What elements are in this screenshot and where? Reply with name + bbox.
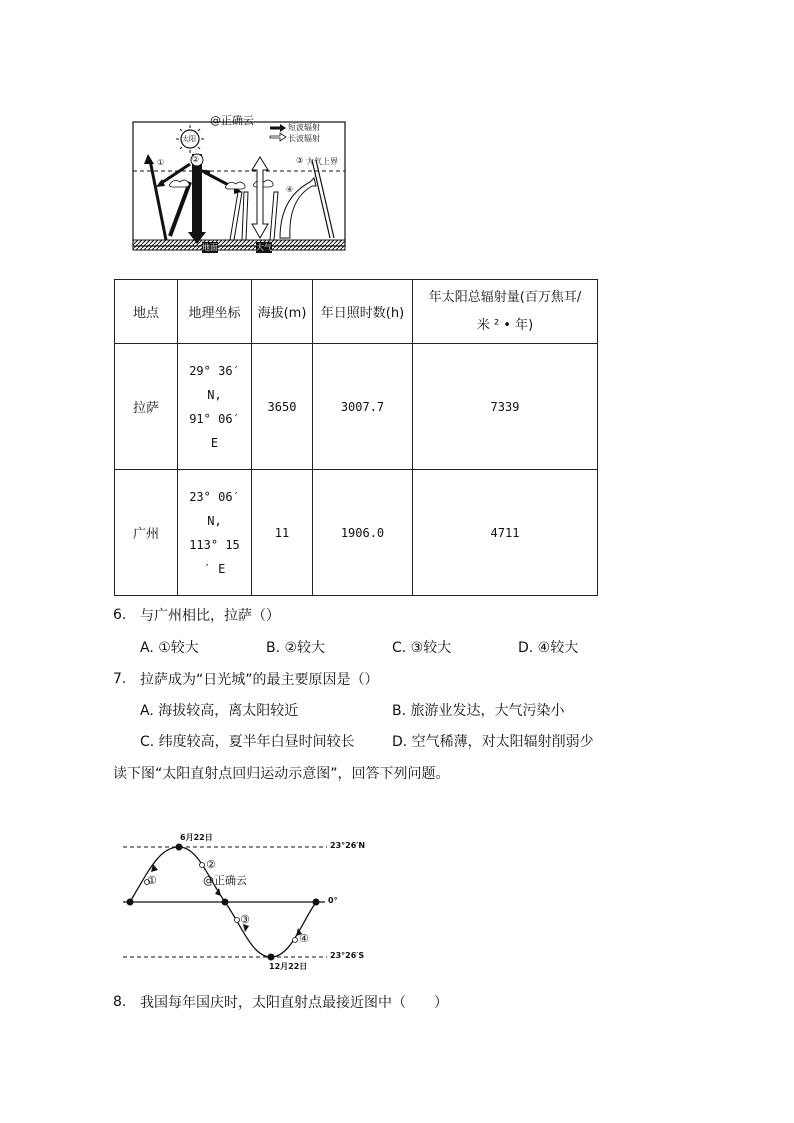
header-radiation-line2: 米 ² • 年) [476,317,534,333]
table-header-row [115,280,598,344]
header-radiation-line1: 年太阳总辐射量(百万焦耳/ [428,289,582,305]
q7-number: 7. [113,671,127,687]
marker-1: ① [147,874,157,887]
coord-line: E [210,435,219,450]
table-row [115,470,598,596]
upper-atmosphere-label: 大气上界 [306,157,338,166]
row-altitude: 11 [252,470,313,596]
figure-intro: 读下图“太阳直射点回归运动示意图”，回答下列问题。 [113,766,450,782]
coord-line: 113° 15 [189,537,240,552]
label-tropic-north: 23°26′N [330,841,366,850]
marker-4: ④ [286,185,294,194]
coord-line: 23° 06′ [189,489,240,504]
marker-2: ② [192,155,200,164]
row-sunshine: 1906.0 [313,470,413,596]
q7-option-a[interactable]: A. 海拔较高，离太阳较近 [140,703,299,719]
row-place: 广州 [115,470,178,596]
q7-option-b[interactable]: B. 旅游业发达，大气污染小 [392,703,565,719]
point-september [222,899,229,906]
row-radiation: 4711 [413,470,598,596]
point-june [176,844,183,851]
q6-text: 与广州相比，拉萨（） [140,608,280,624]
marker-2: ② [206,858,216,871]
marker-4: ④ [299,932,309,945]
q8-number: 8. [113,994,127,1010]
sun-label: 太阳 [182,135,196,143]
q8-text: 我国每年国庆时，太阳直射点最接近图中（ ） [140,995,448,1011]
ground-hatch [133,240,345,250]
header-coord: 地理坐标 [178,280,252,344]
row-coord [178,470,252,596]
migration-diagram [115,828,375,973]
row-sunshine: 3007.7 [313,344,413,470]
q6-option-b[interactable]: B. ②较大 [266,640,326,656]
coord-line: ′ E [203,561,226,576]
q7-text: 拉萨成为“日光城”的最主要原因是（） [140,672,379,688]
q6-number: 6. [113,607,127,623]
header-radiation [413,280,598,344]
table-row [115,344,598,470]
coord-line: 91° 06′ [189,411,240,426]
legend-long-wave: 长波辐射 [288,134,320,143]
label-june: 6月22日 [180,833,213,842]
label-december: 12月22日 [269,962,308,971]
marker-3: ③ [296,156,304,165]
data-table [114,279,598,596]
marker-1: ① [157,158,165,167]
point-march-next [313,899,320,906]
label-tropic-south: 23°26′S [330,951,365,960]
coord-line: N, [207,387,222,402]
q7-option-d[interactable]: D. 空气稀薄，对太阳辐射削弱少 [392,734,594,750]
q6-option-d[interactable]: D. ④较大 [518,640,579,656]
row-radiation: 7339 [413,344,598,470]
figure2-watermark: @正确云 [203,874,247,887]
point-december [268,954,275,961]
legend-short-wave: 短波辐射 [288,123,320,132]
label-equator: 0° [328,896,338,905]
atmosphere-label: 大气 [256,243,272,252]
row-coord [178,344,252,470]
header-sunshine: 年日照时数(h) [313,280,413,344]
marker-3: ③ [240,913,250,926]
header-place: 地点 [115,280,178,344]
q7-option-c[interactable]: C. 纬度较高，夏半年白昼时间较长 [140,734,355,750]
coord-line: 29° 36′ [189,363,240,378]
row-place: 拉萨 [115,344,178,470]
coord-line: N, [207,513,222,528]
diagram-watermark: @正确云 [210,114,254,127]
double-arrow [252,157,268,238]
header-altitude: 海拔(m) [252,280,313,344]
q6-option-c[interactable]: C. ③较大 [392,640,452,656]
ground-label: 地面 [202,243,218,252]
radiation-diagram [130,112,350,254]
row-altitude: 3650 [252,344,313,470]
point-march [127,899,134,906]
q6-option-a[interactable]: A. ①较大 [140,640,199,656]
